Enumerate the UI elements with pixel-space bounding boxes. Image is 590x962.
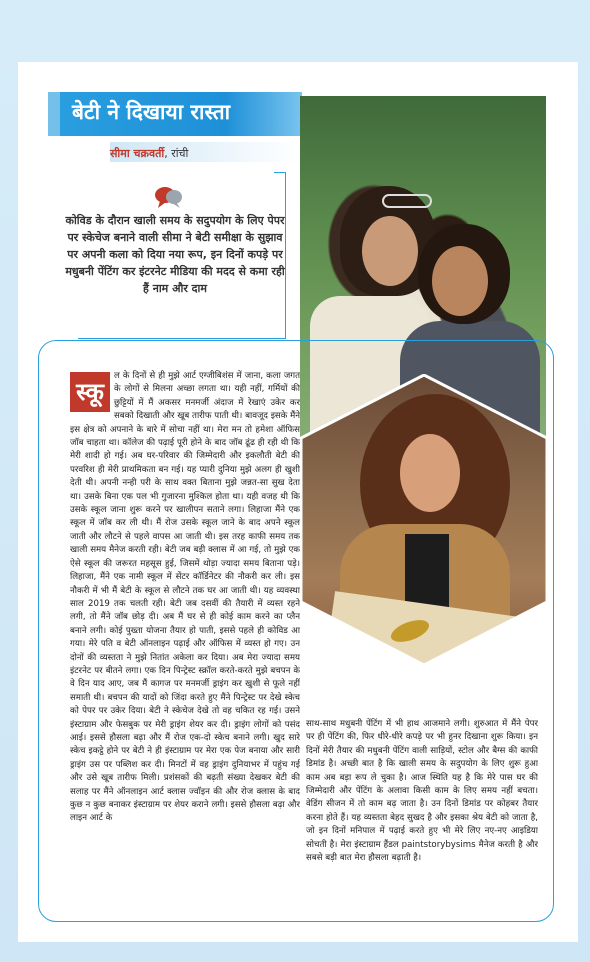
byline [110, 146, 188, 161]
article-column-left [70, 370, 300, 915]
intro-blurb: कोविड के दौरान खाली समय के सदुपयोग के लिए पेपर पर स्केचेज बनाने वाली सीमा ने बेटी समीक्षा के सुझाव पर अपनी कला को दिया नया रूप, इन दिनों कपड़े पर मधुबनी पेंटिंग कर इंटरनेट मीडिया की मदद से कमा रही हैं नाम और दाम [65, 214, 285, 295]
article-paragraph: ल के दिनों से ही मुझे आर्ट एग्जीबिशंस में जाना, कला जगत के लोगों से मिलना अच्छा लगता था। यही नहीं, गर्मियों की छुट्टियों में मैं अकसर मनमर्जी अंदाज में रेखाएं उकेर कर सबको दिखाती और खूब तारीफ पाती थी। बावजूद इसके मैंने इस क्षेत्र को अपनाने के बारे में सोचा नहीं था। मेरा मन तो हमेशा ऑफिस जॉब चाहता था। कॉलेज की पढ़ाई पूरी होने के बाद जॉब ढूंढ ही रही थी कि मेरी शादी हो गई। अब घर-परिवार की जिम्मेदारी और इकलौती बेटी की परवरिश ही मेरी प्राथमिकता बन गई। यह प्यारी दुनिया मुझे अलग ही खुशी देती थी। अपनी नन्ही परी के साथ वक्त बिताना मुझे जन्नत-सा सुख देता था। उसके बिना एक पल भी गुजारना मुश्किल होता था। यही वजह थी कि उसके स्कूल जाना शुरू करने पर खालीपन सताने लगा। लिहाजा मैंने एक स्कूल में जॉब कर ली थी। मैं रोज उसके स्कूल जाने के बाद अपने स्कूल जाती और लौटने से पहले वापस आ जाती थी। इस तरह काफी समय तक खाली समय मैनेज करती रही। बेटी जब बड़ी क्लास में आ गई, तो मुझे एक ऐसे स्कूल की जरूरत महसूस हुई, जिसमें थोड़ा ज्यादा समय बिताना पड़े। लिहाजा, मैंने एक नामी स्कूल में सेंटर कॉर्डिनेटर की नौकरी कर ली। इस नौकरी में भी मैं बेटी के स्कूल से लौटने तक घर आ जाती थी। यह व्यवस्था साल 2019 तक चलती रही। बेटी जब दसवीं की तैयारी में व्यस्त रहने लगी, तो मैंने जॉब छोड़ दी। अब मैं घर से ही कोई काम करने का प्लैन बनाने लगी। कोई पुख्ता योजना तैयार हो पाती, इससे पहले ही कोविड आ गया। मेरे पति व बेटी ऑनलाइन पढ़ाई और ऑफिस में व्यस्त हो गए। उन दोनों की व्यस्तता ने मुझे नितांत अकेला कर दिया। अब मेरा ज्यादा समय इंटरनेट पर बीतने लगा। एक दिन पिन्ट्रेस्ट स्क्रॉल करते-करते मुझे बचपन के वे दिन याद आए, जब मैं कागज पर मनमर्जी ड्राइंग कर खुशी से फूले नहीं समाती थी। बचपन की यादों को जिंदा करते हुए मैंने पिन्ट्रेस्ट पर देखे स्केच को पेपर पर उकेर दिया। बेटी ने स्केचेज देखे तो वह चकित रह गई। उसने इंस्टाग्राम और फेसबुक पर मेरी ड्राइंग शेयर कर दी। ड्राइंग लोगों को पसंद आई। इससे हौसला बढ़ा और मैं रोज एक-दो स्केच बनाने लगी। खुद सारे स्केच इकट्ठे होने पर बेटी ने ही इंस्टाग्राम पर मेरा एक पेज बनाया और सारी ड्राइंग उस पर पब्लिश कर दी। मिनटों में वह ड्राइंग दुनियाभर में पहुंच गई और उसे खूब तारीफ मिली। प्रशंसकों की बढ़ती संख्या देखकर बेटी की सलाह पर मैंने ऑनलाइन आर्ट क्लास ज्वॉइन की और रोज क्लास के बाद कुछ न कुछ बनाकर इंस्टाग्राम पर शेयर कराने लगी। इससे हौसला बढ़ा और लाइन आर्ट के [70, 371, 300, 824]
intro-frame-line [285, 172, 286, 338]
article-headline: बेटी ने दिखाया रास्ता [72, 100, 231, 124]
intro-frame-line [78, 338, 286, 339]
photo-figure [362, 216, 418, 286]
photo-figure [432, 246, 488, 316]
speech-bubble-icon [154, 185, 184, 209]
banner-accent [48, 92, 60, 136]
article-column-right [306, 718, 538, 918]
dropcap: स्कू [70, 372, 110, 412]
article-body-right: साथ-साथ मधुबनी पेंटिंग में भी हाथ आजमाने लगी। शुरुआत में मैंने पेपर पर ही पेंटिंग की, फिर धीरे-धीरे कपड़े पर भी हुनर दिखाना शुरू किया। इन दिनों मेरी तैयार की मधुबनी पेंटिंग वाली साड़ियों, स्टोल और बैग्स की काफी डिमांड है। अच्छी बात है कि खाली समय के सदुपयोग के लिए शुरू हुआ काम अब बड़ा रूप ले चुका है। आज स्थिति यह है कि मेरे पास घर की जिम्मेदारी और पेंटिंग के अलावा किसी काम के लिए समय नहीं बचता। वेडिंग सीजन में तो काम बढ़ जाता है। उन दिनों डिमांड पर कोहबर तैयार करना होते हैं। यह व्यस्तता बेहद सुखद है और इसका श्रेय बेटी को जाता है, जो इन दिनों मनिपाल में पढ़ाई करते हुए भी मेरे लिए नए-नए आइडिया सोचती है। मेरा इंस्टाग्राम हैंडल paintstorybysims मैनेज करती है और सबसे बड़ी बात मेरा हौसला बढ़ाती है। [306, 719, 538, 864]
article-body-left [70, 370, 300, 826]
sunglasses-icon [382, 194, 432, 208]
author-city: , रांची [164, 147, 189, 160]
author-name: सीमा चक्रवर्ती [110, 147, 165, 160]
